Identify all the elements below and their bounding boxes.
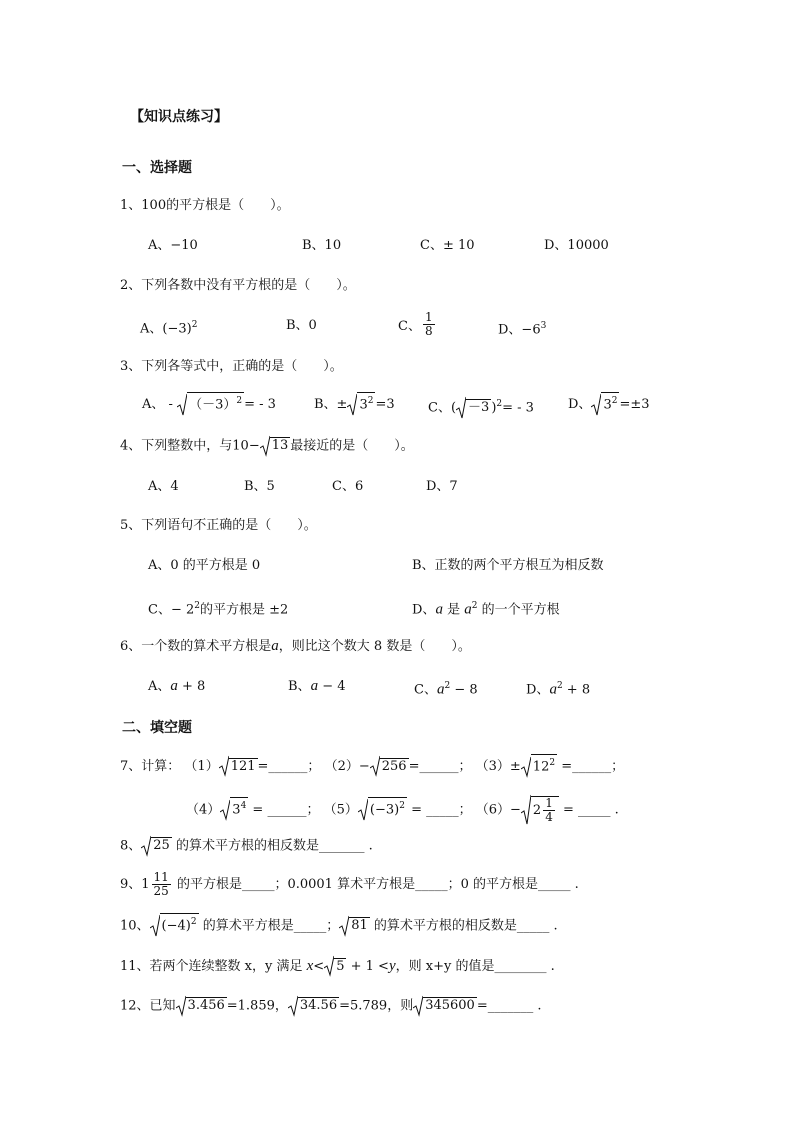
option-suffix: =3 (375, 397, 395, 413)
question-number: 8、 (120, 838, 142, 854)
radicand-text: 12 (532, 759, 550, 775)
exponent: 2 (367, 396, 374, 406)
part-label: （3）± (475, 759, 521, 775)
variable: a (436, 681, 445, 698)
radical (370, 755, 409, 779)
question-2-option-b: B、0 (286, 318, 317, 333)
stem-text: =5.789，则 (339, 998, 414, 1014)
radical-sign-icon (521, 756, 531, 778)
section-heading-fill: 二、填空题 (122, 720, 192, 736)
stem-text: 的平方根是_____；0.0001 算术平方根是_____；0 的平方根是_____ . (172, 877, 579, 892)
fraction (543, 797, 555, 824)
radicand: 81 (351, 918, 368, 934)
radicand-text: 3 (603, 397, 612, 413)
stem-text: 12、已知 (120, 998, 176, 1014)
radicand: 3.456 (187, 998, 225, 1013)
exponent: 2 (444, 681, 451, 691)
radical-sign-icon (177, 393, 187, 417)
plus-one: + 1 (346, 959, 379, 974)
option-suffix: − 4 (318, 679, 346, 694)
radicand-text: (−4) (161, 918, 191, 934)
exponent: 2 (194, 601, 200, 611)
radical-sign-icon (358, 798, 368, 822)
radical (324, 955, 346, 979)
fraction-numerator: 11 (153, 870, 169, 884)
option-suffix: − 8 (450, 682, 478, 698)
question-6-option-d (526, 676, 590, 700)
variable: y (388, 958, 396, 974)
radical-sign-icon (220, 799, 230, 821)
question-5-option-a: A、0 的平方根是 0 (148, 558, 261, 573)
radicand (531, 754, 557, 775)
radicand-text: 3 (232, 802, 241, 817)
radical-sign-icon (521, 794, 531, 826)
exponent: 4 (240, 800, 247, 811)
close-paren: ) (491, 400, 497, 416)
option-prefix: D、 (412, 602, 436, 618)
radicand (531, 796, 559, 824)
option-prefix: D、−6 (498, 322, 541, 338)
variable: a (271, 638, 279, 654)
radical-sign-icon (288, 995, 298, 1017)
radicand (601, 392, 619, 413)
radicand: 5 (336, 958, 345, 974)
question-2-stem: 2、下列各数中没有平方根的是（ ）。 (120, 278, 356, 293)
option-prefix: C、 (398, 319, 421, 334)
less-than-sign: < (313, 959, 325, 974)
option-prefix: C、− 2 (148, 602, 195, 618)
option-prefix: C、( (428, 400, 457, 416)
question-1-option-a: A、−10 (148, 238, 198, 253)
answer-blank: = _____ . (558, 802, 619, 818)
fraction-denominator: 25 (153, 884, 169, 898)
option-suffix: = - 3 (502, 400, 534, 416)
radicand-text: (−3) (369, 802, 400, 817)
fraction-numerator: 1 (545, 795, 553, 810)
question-5-option-b: B、正数的两个平方根互为相反数 (412, 558, 604, 573)
radical-sign-icon (219, 755, 229, 777)
option-suffix: 的平方根是 ±2 (199, 602, 289, 618)
question-2-option-a (140, 315, 197, 339)
fraction-denominator: 4 (545, 809, 553, 824)
exponent: 2 (399, 800, 405, 811)
radical-sign-icon (591, 393, 601, 417)
radical (150, 913, 199, 939)
question-2-option-c (398, 311, 437, 338)
radical (220, 796, 248, 824)
exponent: 2 (190, 917, 197, 927)
radical (521, 794, 559, 826)
exponent: 2 (549, 758, 556, 768)
question-number: 9、1 (120, 877, 150, 892)
question-3-option-c (428, 392, 534, 420)
question-1-option-d: D、10000 (544, 238, 609, 253)
variable: a (170, 678, 178, 694)
radical (260, 434, 291, 458)
question-3-stem: 3、下列各等式中，正确的是（ ）。 (120, 359, 343, 374)
option-suffix: + 8 (177, 679, 206, 694)
radical (358, 796, 407, 824)
question-5-option-c (148, 596, 288, 620)
fraction-denominator: 8 (424, 324, 433, 338)
answer-blank: =______； (257, 759, 321, 775)
radical-sign-icon (370, 755, 380, 777)
question-5-option-d (412, 596, 560, 620)
question-4-option-a: A、4 (148, 479, 179, 494)
radical (456, 396, 491, 421)
radical (141, 834, 172, 858)
exponent: 2 (496, 399, 503, 409)
part-label: （1） (184, 759, 219, 775)
radical-sign-icon (260, 435, 270, 457)
stem-text: 的算术平方根的相反数是_____ . (369, 918, 558, 934)
radicand: 345600 (425, 998, 475, 1013)
option-prefix: D、 (568, 397, 592, 413)
question-4-option-c: C、6 (332, 479, 364, 494)
radical (339, 913, 370, 939)
radical-sign-icon (176, 995, 186, 1017)
question-3-option-a (142, 392, 276, 417)
question-1-stem: 1、100的平方根是（ ）。 (120, 198, 290, 213)
option-suffix: 的一个平方根 (477, 602, 560, 618)
option-suffix: + 8 (562, 682, 591, 698)
variable: a (435, 601, 443, 618)
radicand: 256 (381, 758, 407, 774)
question-1-option-b: B、10 (302, 238, 342, 253)
question-7-line-1 (120, 754, 624, 779)
exponent: 2 (471, 601, 478, 611)
radical (521, 754, 557, 779)
variable: a (310, 678, 319, 694)
fraction-numerator: 1 (424, 310, 433, 324)
option-prefix: D、 (526, 682, 550, 698)
stem-text: ，则比这个数大 8 数是（ ）。 (278, 639, 471, 654)
exponent: 2 (556, 681, 563, 691)
exponent: 2 (191, 320, 198, 330)
radical-sign-icon (347, 393, 357, 417)
part-label: （5） (323, 802, 358, 818)
fraction (423, 311, 435, 338)
stem-text: ，则 x+y 的值是________ . (395, 959, 555, 974)
question-number: 10、 (120, 918, 150, 934)
less-than-sign: < (378, 959, 389, 974)
radicand (230, 797, 248, 818)
question-4-stem (120, 434, 414, 459)
stem-text: 11、若两个连续整数 x，y 满足 (120, 959, 307, 974)
question-11 (120, 954, 555, 979)
answer-blank: = _____； (406, 802, 472, 818)
exponent: 2 (236, 396, 243, 406)
radical-sign-icon (339, 915, 349, 937)
option-mid: 是 (442, 602, 465, 618)
option-suffix: = - 3 (244, 397, 276, 413)
variable: x (306, 958, 314, 974)
radical-sign-icon (456, 396, 466, 420)
option-prefix: A、 - (142, 397, 173, 413)
stem-text: 的算术平方根的相反数是_______ . (171, 838, 373, 854)
radical (347, 392, 375, 417)
radical (288, 994, 339, 1018)
stem-text: 7、计算： (120, 759, 181, 775)
option-suffix: =±3 (619, 397, 650, 413)
math-expression: (−3) (162, 321, 192, 337)
radicand (187, 392, 244, 413)
answer-blank: =______； (557, 759, 625, 775)
radicand: 34.56 (299, 998, 338, 1013)
section-heading-choice: 一、选择题 (122, 160, 192, 176)
mixed-whole: 2 (532, 802, 542, 818)
part-label: （6）− (475, 802, 521, 818)
question-6-option-b (288, 676, 346, 697)
question-5-stem: 5、下列语句不正确的是（ ）。 (120, 518, 317, 533)
radicand (357, 392, 375, 413)
fraction (152, 871, 171, 898)
question-3-option-b (314, 392, 395, 417)
radical (176, 994, 227, 1018)
question-6-option-c (414, 676, 478, 700)
radical (413, 994, 477, 1018)
answer-blank: = ______； (248, 802, 320, 818)
radical-sign-icon (150, 914, 160, 938)
option-prefix: A、 (148, 679, 171, 694)
part-label: （4） (186, 802, 221, 818)
stem-text: 的算术平方根是_____； (198, 918, 340, 934)
stem-text: 最接近的是（ ）。 (290, 438, 414, 454)
question-7-line-2 (186, 794, 619, 826)
radicand: 25 (153, 838, 170, 853)
variable: a (549, 681, 557, 698)
radical (177, 392, 244, 417)
question-10 (120, 913, 558, 940)
radical-sign-icon (324, 955, 334, 977)
page-title: 【知识点练习】 (130, 109, 228, 125)
radical (591, 392, 619, 417)
question-12 (120, 994, 542, 1019)
question-2-option-d (498, 316, 546, 340)
option-prefix: A、 (140, 321, 163, 337)
stem-text: 4、下列整数中，与10− (120, 438, 260, 454)
question-4-option-d: D、7 (426, 479, 458, 494)
variable: a (464, 601, 472, 618)
radical-sign-icon (413, 995, 423, 1017)
question-9 (120, 867, 579, 903)
question-8 (120, 834, 373, 859)
question-1-option-c: C、± 10 (420, 238, 475, 253)
option-prefix: B、± (314, 397, 348, 413)
question-6-stem (120, 636, 471, 657)
radical-sign-icon (141, 835, 151, 857)
option-prefix: B、 (288, 679, 311, 694)
radicand: 13 (271, 438, 289, 453)
option-prefix: C、 (414, 682, 437, 698)
radicand: －3 (468, 400, 490, 416)
radical (219, 755, 258, 779)
radicand-text: （－3） (189, 397, 237, 413)
radicand: 121 (230, 758, 256, 774)
question-6-option-a (148, 676, 205, 697)
stem-text: =1.859， (226, 998, 288, 1014)
radicand (160, 913, 199, 934)
radicand (368, 797, 407, 818)
radicand-text: 3 (359, 397, 368, 413)
stem-text: =_______ . (476, 998, 542, 1014)
answer-blank: =______； (408, 759, 472, 775)
question-4-option-b: B、5 (244, 479, 275, 494)
part-label: （2）− (324, 759, 370, 775)
exponent: 2 (611, 396, 618, 406)
question-3-option-d (568, 392, 650, 417)
stem-text: 6、一个数的算术平方根是 (120, 639, 272, 654)
exponent: 3 (540, 321, 547, 331)
